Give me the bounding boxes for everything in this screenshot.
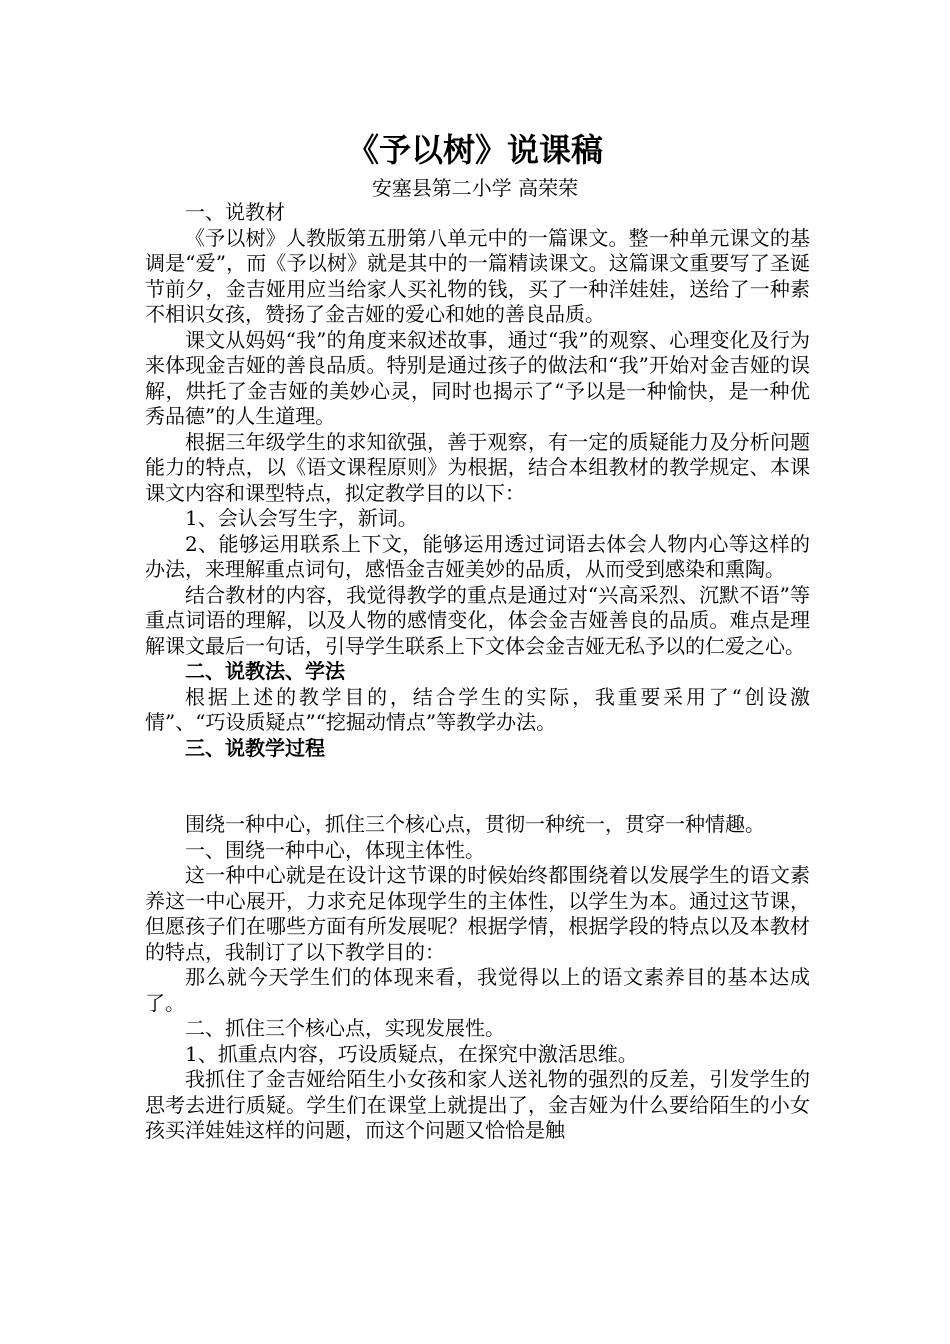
paragraph: 根据三年级学生的求知欲强，善于观察，有一定的质疑能力及分析问题能力的特点，以《语文课程原则》为根据，结合本组教材的教学规定、本课课文内容和课型特点，拟定教学目的以下：	[145, 429, 810, 505]
section-heading: 二、说教法、学法	[185, 659, 345, 683]
paragraph: 根据上述的教学目的，结合学生的实际，我重要采用了“创设激情”、“巧设质疑点”“挖掘动情点”等教学办法。	[145, 684, 810, 734]
paragraph: 结合教材的内容，我觉得教学的重点是通过对“兴高采烈、沉默不语”等重点词语的理解，以及人物的感情变化，体会金吉娅善良的品质。难点是理解课文最后一句话，引导学生联系上下文体会金吉娅无私予以的仁爱之心。	[145, 582, 810, 658]
paragraph: 《予以树》人教版第五册第八单元中的一篇课文。整一种单元课文的基调是“爱”，而《予以树》就是其中的一篇精读课文。这篇课文重要写了圣诞节前夕，金吉娅用应当给家人买礼物的钱，买了一种洋娃娃，送给了一种素不相识女孩，赞扬了金吉娅的爱心和她的善良品质。	[145, 225, 810, 326]
paragraph: 那么就今天学生们的体现来看，我觉得以上的语文素养目的基本达成了。	[145, 965, 810, 1015]
paragraph: 围绕一种中心，抓住三个核心点，贯彻一种统一，贯穿一种情趣。	[185, 812, 765, 836]
paragraph: 我抓住了金吉娅给陌生小女孩和家人送礼物的强烈的反差，引发学生的思考去进行质疑。学生们在课堂上就提出了，金吉娅为什么要给陌生的小女孩买洋娃娃这样的问题，而这个问题又恰恰是触	[145, 1067, 810, 1142]
list-item: 2、能够运用联系上下文，能够运用透过词语去体会人物内心等这样的办法，来理解重点词句，感悟金吉娅美妙的品质，从而受到感染和熏陶。	[145, 531, 810, 581]
section-heading: 一、说教材	[185, 200, 285, 224]
subsection-heading: 一、围绕一种中心，体现主体性。	[185, 837, 485, 862]
paragraph: 课文从妈妈“我”的角度来叙述故事，通过“我”的观察、心理变化及行为来体现金吉娅的善良品质。特别是通过孩子的做法和“我”开始对金吉娅的误解，烘托了金吉娅的美妙心灵，同时也揭示了“予以是一种愉快，是一种优秀品德”的人生道理。	[145, 327, 810, 428]
blank-space	[145, 761, 810, 812]
paragraph: 这一种中心就是在设计这节课的时候始终都围绕着以发展学生的语文素养这一中心展开，力求充足体现学生的主体性，以学生为本。通过这节课，但愿孩子们在哪些方面有所发展呢？根据学情，根据学段的特点以及本教材的特点，我制订了以下教学目的：	[145, 863, 810, 964]
author-line: 安塞县第二小学 高荣荣	[371, 176, 579, 200]
subsection-heading: 二、抓住三个核心点，实现发展性。	[185, 1016, 505, 1040]
list-item: 1、抓重点内容，巧设质疑点，在探究中激活思维。	[185, 1041, 638, 1066]
section-heading: 三、说教学过程	[185, 735, 325, 760]
list-item: 1、会认会写生字，新词。	[185, 506, 418, 530]
document-title: 《予以树》说课稿	[346, 131, 603, 169]
document-body	[145, 200, 810, 1144]
